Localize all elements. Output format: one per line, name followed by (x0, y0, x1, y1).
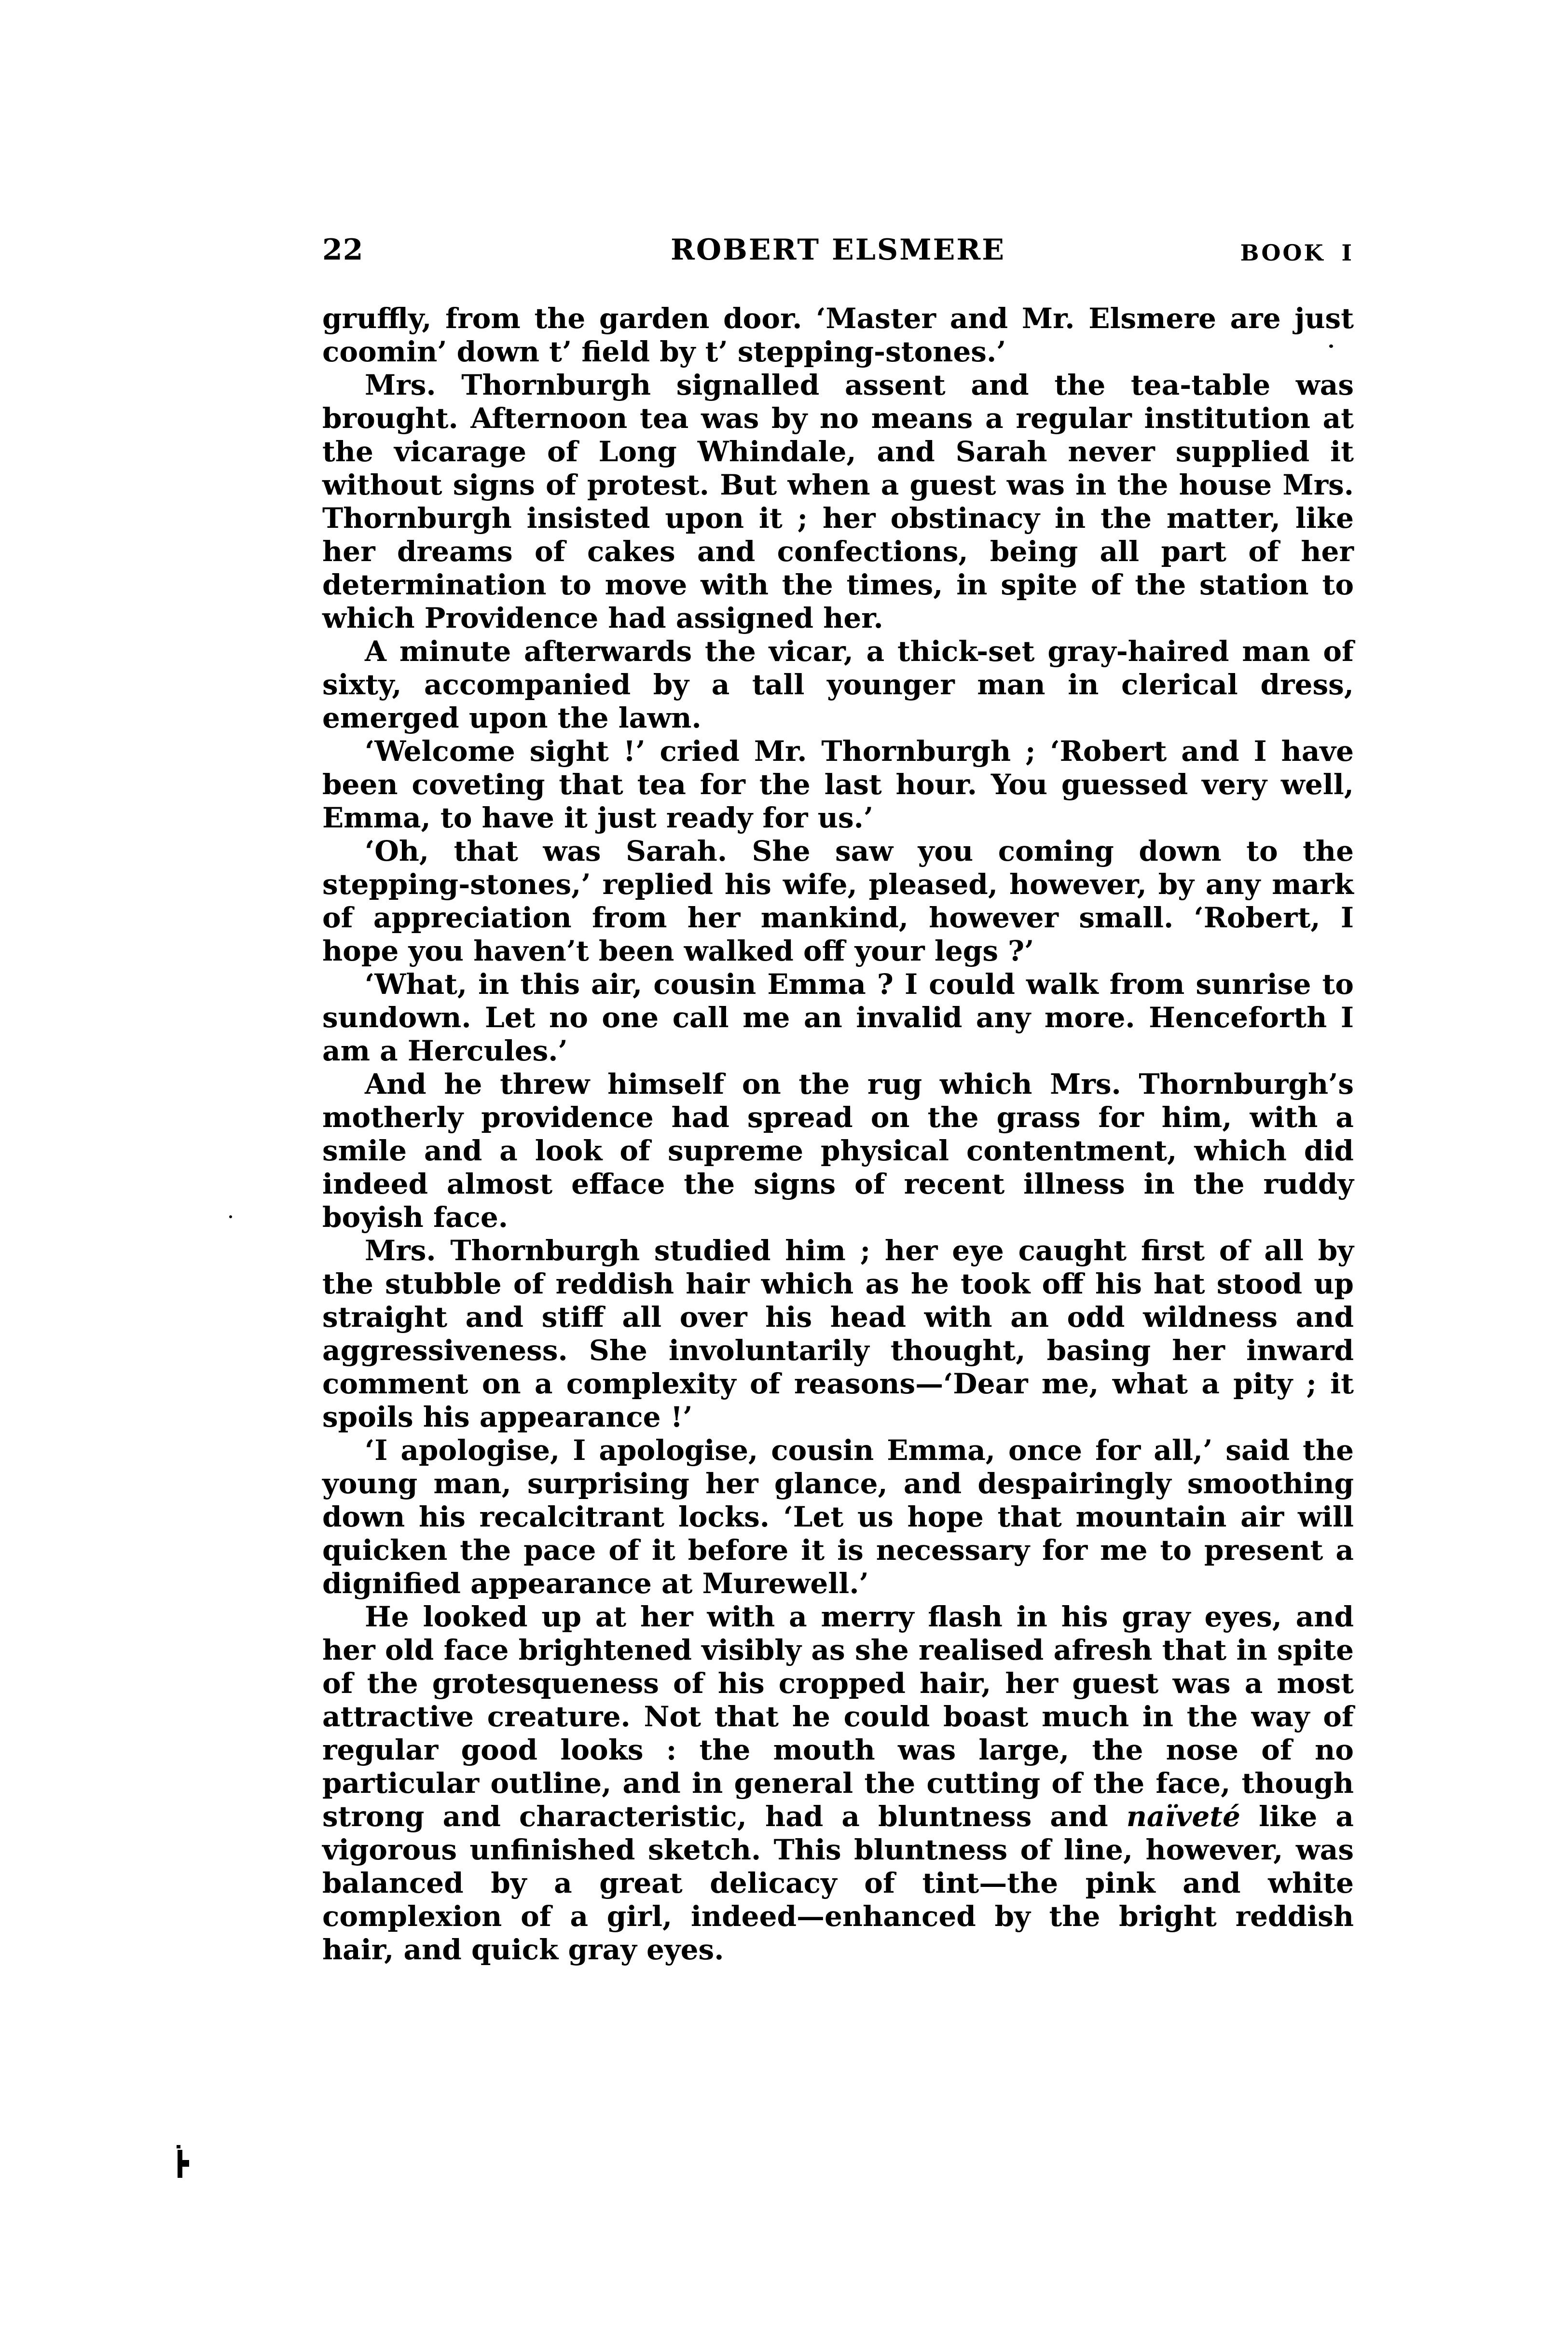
ink-smudge (181, 2160, 189, 2167)
text-run: ‘What, in this air, cousin Emma ? I could walk from sunrise to sundown. Let no one call me an invalid any more. Henceforth I am a Hercules.’ (322, 968, 1354, 1067)
paragraph (322, 1068, 1354, 1234)
ink-smudge (177, 2145, 180, 2148)
text-run: ‘I apologise, I apologise, cousin Emma, once for all,’ said the young man, surprising her glance, and despairingly smoothing down his recalcitrant locks. ‘Let us hope that mountain air will quicken the pace of it before it is necessary for me to present a dignified appearance at Murewell.’ (322, 1434, 1354, 1600)
text-run: ‘Oh, that was Sarah. She saw you coming down to the stepping-stones,’ replied his wife, pleased, however, by any mark of appreciation from her mankind, however small. ‘Robert, I hope you haven’t been walked off your legs ?’ (322, 835, 1354, 967)
scan-speck (229, 1215, 232, 1218)
paragraph (322, 369, 1354, 635)
book-label: BOOK I (1240, 240, 1354, 266)
paragraph (322, 1600, 1354, 1967)
text-run: Mrs. Thornburgh studied him ; her eye caught first of all by the stubble of reddish hair which as he took off his hat stood up straight and stiff all over his head with an odd wildness and aggressiveness. She involuntarily thought, basing her inward comment on a complexity of reasons—‘Dear me, what a pity ; it spoils his appearance !’ (322, 1234, 1354, 1433)
text-run: A minute afterwards the vicar, a thick-set gray-haired man of sixty, accompanied by a tall younger man in clerical dress, emerged upon the lawn. (322, 635, 1354, 734)
page-number: 22 (322, 233, 364, 267)
italic-text: naïveté (1126, 1800, 1240, 1833)
page-header (322, 235, 1354, 269)
paragraph (322, 735, 1354, 835)
text-run: like a vigorous unfinished sketch. This bluntness of line, however, was balanced by a great delicacy of tint—the pink and white complexion of a girl, indeed—enhanced by the bright reddish hair, and quick gray eyes. (322, 1800, 1354, 1966)
text-run: gruffly, from the garden door. ‘Master and Mr. Elsmere are just coomin’ down t’ field by t’ stepping-stones.’ (322, 302, 1354, 368)
paragraph (322, 635, 1354, 735)
paragraph (322, 1234, 1354, 1434)
text-run: And he threw himself on the rug which Mrs. Thornburgh’s motherly providence had spread on the grass for him, with a smile and a look of supreme physical contentment, which did indeed almost efface the signs of recent illness in the ruddy boyish face. (322, 1068, 1354, 1234)
page-body (322, 302, 1354, 1967)
paragraph (322, 968, 1354, 1068)
text-run: ‘Welcome sight !’ cried Mr. Thornburgh ; ‘Robert and I have been coveting that tea for the last hour. You guessed very well, Emma, to have it just ready for us.’ (322, 735, 1354, 834)
text-run: Mrs. Thornburgh signalled assent and the tea-table was brought. Afternoon tea was by no means a regular institution at the vicarage of Long Whindale, and Sarah never supplied it without signs of protest. But when a guest was in the house Mrs. Thornburgh insisted upon it ; her obstinacy in the matter, like her dreams of cakes and confections, being all part of her determination to move with the times, in spite of the station to which Providence had assigned her. (322, 369, 1354, 634)
paragraph (322, 1434, 1354, 1600)
paragraph (322, 835, 1354, 968)
paragraph (322, 302, 1354, 369)
running-title: ROBERT ELSMERE (671, 233, 1005, 267)
text-run: He looked up at her with a merry flash in his gray eyes, and her old face brightened visibly as she realised afresh that in spite of the grotesqueness of his cropped hair, her guest was a most attractive creature. Not that he could boast much in the way of regular good looks : the mouth was large, the nose of no particular outline, and in general the cutting of the face, though strong and characteristic, had a bluntness and (322, 1600, 1354, 1833)
scan-speck (1329, 344, 1333, 348)
